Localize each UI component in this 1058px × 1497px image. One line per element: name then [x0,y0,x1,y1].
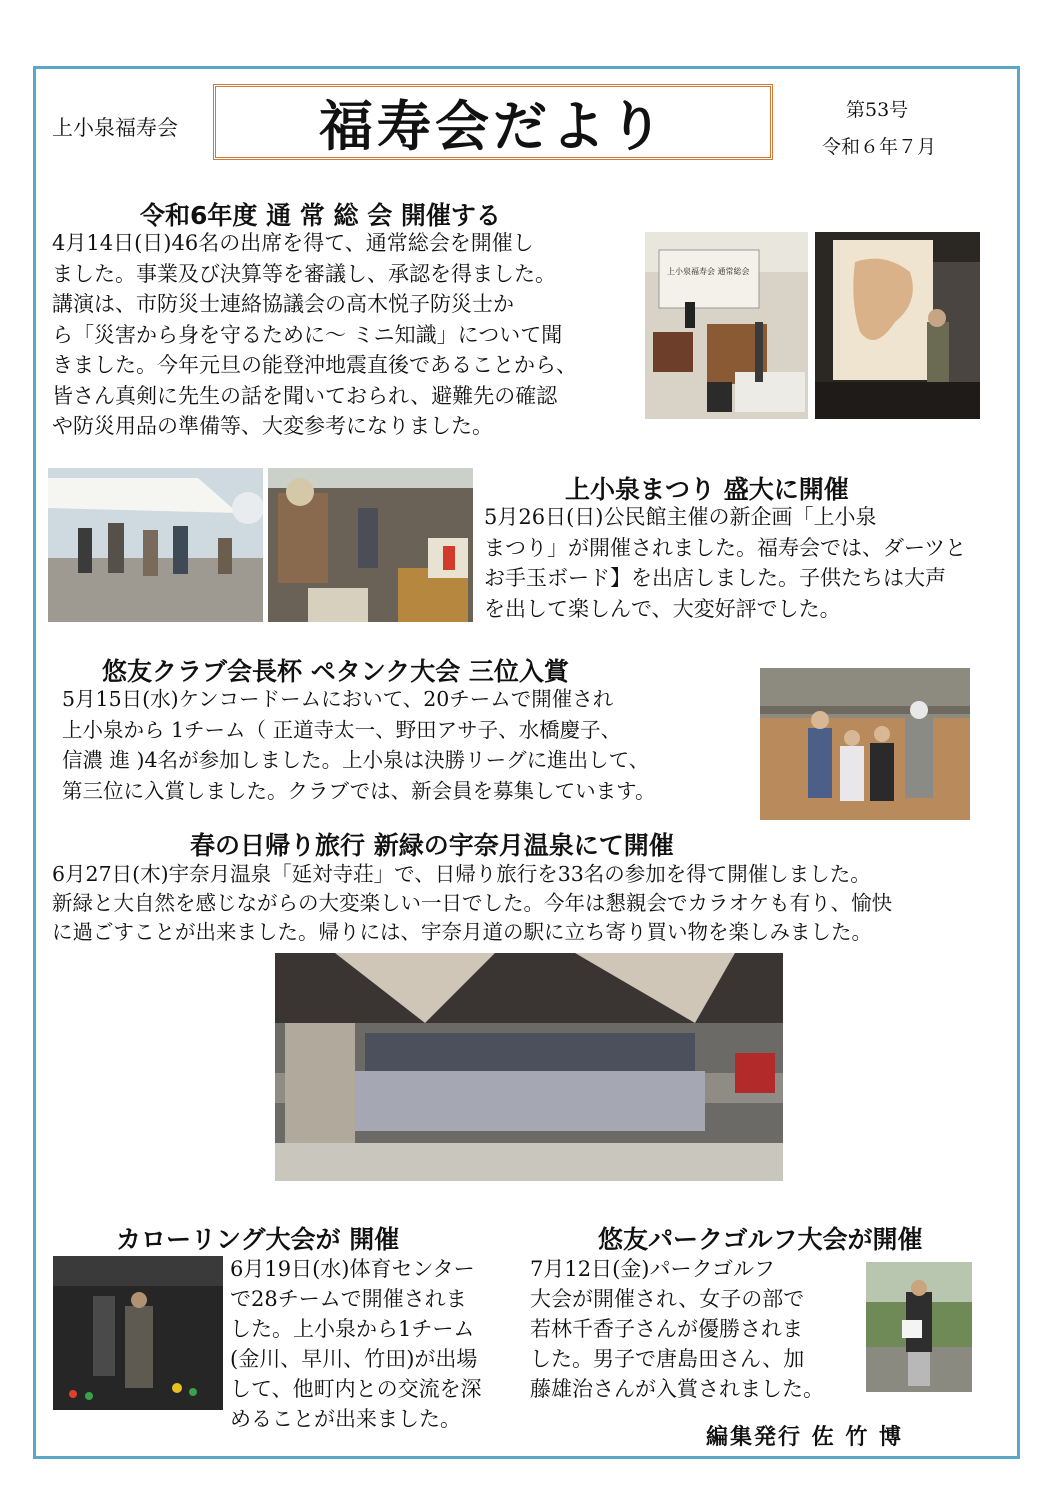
issue-number: 第53号 [846,99,909,121]
photo-meeting-speaker [645,232,808,419]
text-line: 信濃 進 )4名が参加しました。上小泉は決勝リーグに進出して、 [62,748,650,772]
text-line: 5月15日(水)ケンコードームにおいて、20チームで開催され [62,687,614,711]
photo-meeting-presentation [815,232,980,419]
text-line: 7月12日(金)パークゴルフ [530,1257,776,1281]
article-heading-curling: カローリング大会が 開催 [116,1225,400,1254]
text-line: 6月27日(木)宇奈月温泉「延対寺荘」で、日帰り旅行を33名の参加を得て開催しました。 [52,862,871,886]
text-line: 4月14日(日)46名の出席を得て、通常総会を開催し [52,231,534,255]
text-line: を出して楽しんで、大変好評でした。 [484,596,841,621]
issue-date: 令和６年７月 [822,136,937,158]
text-line: きました。今年元旦の能登沖地震直後であることから、 [52,353,577,377]
article-heading-park-golf: 悠友パークゴルフ大会が開催 [598,1225,923,1254]
text-line: 若林千香子さんが優勝されま [530,1317,803,1341]
photo-festival-tent [48,468,263,622]
article-heading-festival: 上小泉まつり 盛大に開催 [565,475,849,504]
photo-curling [53,1256,223,1410]
text-line: して、他町内との交流を深 [230,1377,482,1401]
text-line: に過ごすことが出来ました。帰りには、宇奈月道の駅に立ち寄り買い物を楽しみました。 [52,920,872,944]
photo-festival-booth [268,468,473,622]
article-body-park-golf [530,1254,824,1404]
text-line: 6月19日(水)体育センター [230,1257,475,1281]
text-line: (金川、早川、竹田)が出場 [230,1347,478,1371]
newsletter-title-box [213,84,773,160]
text-line: 講演は、市防災士連絡協議会の高木悦子防災士か [52,292,514,316]
text-line: で28チームで開催されま [230,1287,467,1311]
text-line: 上小泉から 1チーム（ 正道寺太一、野田アサ子、水橋慶子、 [62,717,622,742]
article-heading-general-meeting: 令和6年度 通 常 総 会 開催する [140,201,501,230]
article-body-petanque [62,684,655,806]
newsletter-title: 福寿会だより [319,94,667,158]
editor-credit: 編集発行 佐 竹 博 [706,1424,903,1450]
organization-name: 上小泉福寿会 [52,116,178,140]
article-body-general-meeting [52,228,577,442]
text-line: めることが出来ました。 [230,1407,461,1431]
text-line: 藤雄治さんが入賞されました。 [530,1377,824,1401]
text-line: ました。事業及び決算等を審議し、承認を得ました。 [52,261,556,286]
article-heading-day-trip: 春の日帰り旅行 新緑の宇奈月温泉にて開催 [190,831,674,860]
text-line: 第三位に入賞しました。クラブでは、新会員を募集しています。 [62,778,656,803]
text-line: まつり」が開催されました。福寿会では、ダーツと [484,535,967,560]
photo-day-trip-group [275,953,783,1181]
text-line: 新緑と大自然を感じながらの大変楽しい一日でした。今年は懇親会でカラオケも有り、愉快 [52,891,893,915]
text-line: ら「災害から身を守るために～ ミニ知識」について聞 [52,322,563,347]
photo-park-golf-winner [866,1262,972,1392]
article-heading-petanque: 悠友クラブ会長杯 ペタンク大会 三位入賞 [102,657,569,686]
text-line: 大会が開催され、女子の部で [530,1287,805,1311]
photo-petanque-team [760,668,970,820]
text-line: お手玉ボード】を出店しました。子供たちは大声 [484,566,946,590]
text-line: や防災用品の準備等、大変参考になりました。 [52,414,493,438]
text-line: 皆さん真剣に先生の話を聞いておられ、避難先の確認 [52,383,558,408]
article-body-curling [230,1254,482,1434]
article-body-festival [484,502,966,624]
text-line: した。男子で唐島田さん、加 [530,1347,805,1371]
text-line: した。上小泉から1チーム [230,1317,475,1341]
meeting-sign-text: 上小泉福寿会 通常総会 [667,267,750,276]
text-line: 5月26日(日)公民館主催の新企画「上小泉 [484,505,877,529]
article-body-day-trip [52,860,892,947]
